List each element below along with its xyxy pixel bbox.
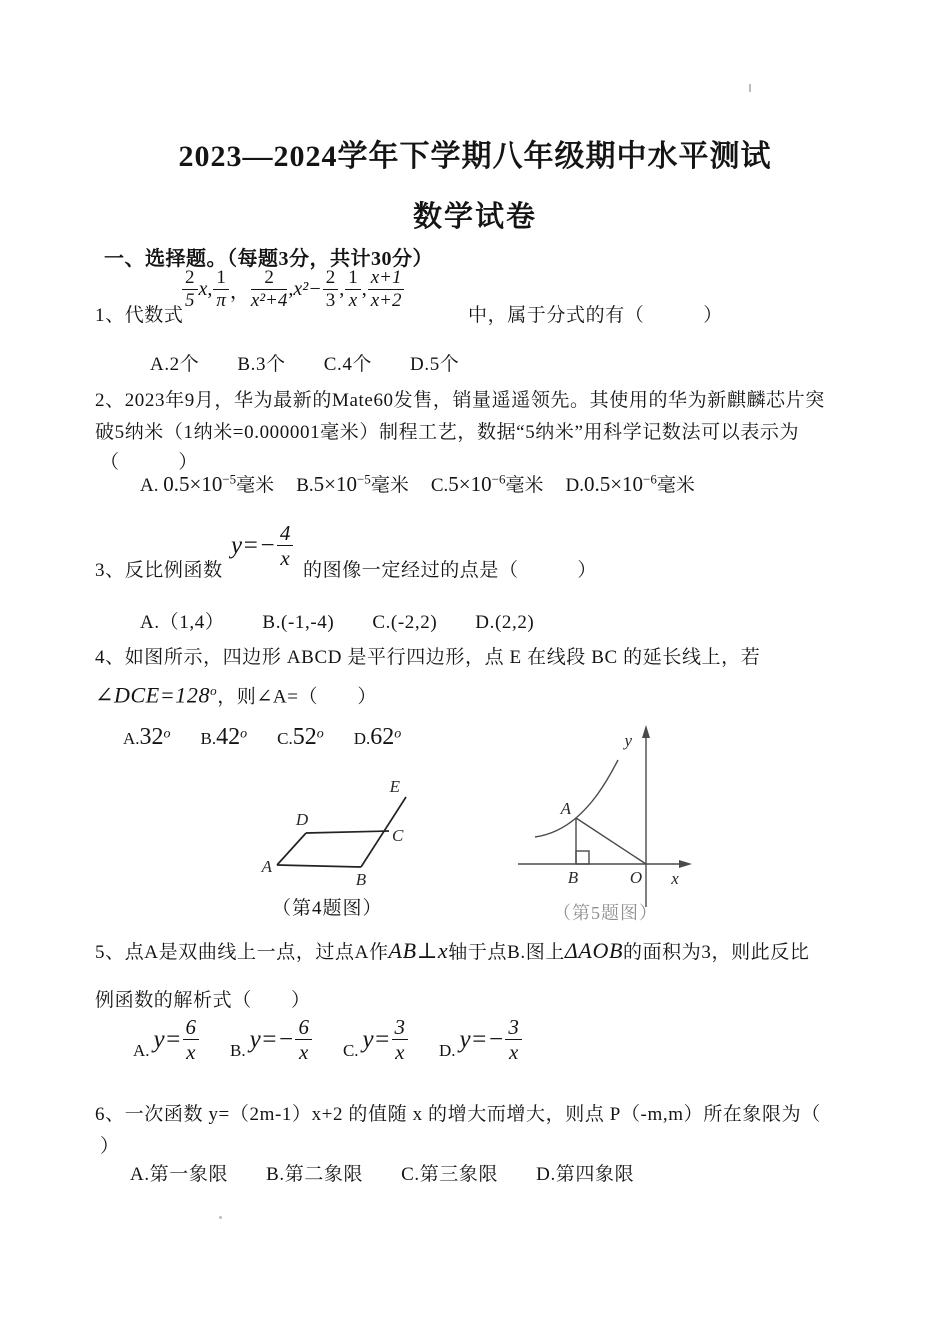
hyperbola-figure <box>505 695 710 910</box>
numerator: 2 <box>182 268 198 290</box>
exam-title: 2023—2024学年下学期八年级期中水平测试 <box>178 140 772 173</box>
q1-fraction-6 <box>368 268 405 311</box>
q2-option-b <box>296 470 409 497</box>
q3-formula <box>231 522 294 569</box>
degree-sup: o <box>240 726 248 742</box>
scan-artifact-bottom <box>219 1216 222 1219</box>
vertex-label-a: A <box>261 857 272 876</box>
q4-line1: 4、如图所示，四边形 ABCD 是平行四边形，点 E 在线段 BC 的延长线上，若 <box>95 647 761 668</box>
q6-line2: ） <box>100 1136 120 1157</box>
point-label-a: A <box>560 799 571 818</box>
numerator: 3 <box>392 1016 409 1040</box>
q1-fraction-2 <box>213 268 229 311</box>
q1-fraction-3 <box>251 268 287 311</box>
numerator: 1 <box>213 268 229 290</box>
q6-options <box>130 1160 672 1190</box>
q6-option-d: D.第四象限 <box>536 1164 635 1185</box>
numerator: 4 <box>277 522 294 546</box>
degree-sup: o <box>210 683 218 698</box>
q3-label: 3、反比例函数 <box>95 560 223 581</box>
numerator: 6 <box>295 1016 312 1040</box>
option-letter: B. <box>296 475 314 496</box>
option-letter: C. <box>342 1041 359 1061</box>
y-axis-arrow <box>642 725 650 738</box>
unit: 毫米 <box>656 475 695 496</box>
q5-line1 <box>95 936 810 968</box>
q4-options <box>123 724 431 751</box>
q3-option-a: A.（1,4） <box>140 612 225 633</box>
q5-option-d <box>439 1016 523 1063</box>
option-letter: B. <box>230 1041 246 1061</box>
q4-option-a <box>123 724 171 751</box>
q3-options <box>140 608 572 638</box>
x-axis-label: x <box>671 869 679 888</box>
q1-option-d: D.5个 <box>410 354 460 375</box>
option-value: 5×10 <box>313 472 357 496</box>
option-value: 0.5×10 <box>163 472 223 496</box>
vertex-label-e: E <box>389 777 400 796</box>
q1-option-c: C.4个 <box>323 354 373 375</box>
option-letter: D. <box>565 475 584 496</box>
q2-option-d <box>565 470 694 497</box>
q3-option-b: B.(-1,-4) <box>262 612 335 633</box>
degree-sup: o <box>316 726 324 742</box>
option-letter: B. <box>200 729 217 748</box>
q4-angle-equation: ∠DCE=128 <box>95 682 211 708</box>
separator: , <box>339 277 345 300</box>
section-heading: 一、选择题。（每题3分，共计30分） <box>104 248 433 270</box>
option-value: 32 <box>139 724 164 750</box>
q1-option-a: A.2个 <box>150 354 200 375</box>
option-letter: C. <box>277 729 293 748</box>
numerator: 3 <box>505 1016 522 1040</box>
figure4-caption: （第4题图） <box>272 898 383 919</box>
option-letter: C. <box>430 475 449 496</box>
unit: 毫米 <box>236 475 275 496</box>
denominator: x+2 <box>370 289 402 311</box>
separator: , <box>288 277 294 300</box>
unit: 毫米 <box>370 475 409 496</box>
denominator: x <box>508 1040 519 1065</box>
option-fraction <box>295 1016 312 1063</box>
option-fraction <box>392 1016 409 1063</box>
origin-label: O <box>629 868 643 887</box>
separator: , <box>207 277 213 300</box>
q1-fraction-4 <box>323 268 339 311</box>
exponent: −5 <box>356 471 371 487</box>
separator: ， <box>229 280 250 303</box>
denominator: x <box>348 289 358 311</box>
q6-option-b: B.第二象限 <box>266 1164 364 1185</box>
q3-fraction <box>277 522 294 569</box>
q4-line2-rest: ，则∠A=（ ） <box>217 686 377 708</box>
q2-line3: （ ） <box>100 452 199 473</box>
q1-suffix: 中，属于分式的有（ ） <box>468 305 723 326</box>
numerator: x+1 <box>368 268 405 290</box>
option-letter: D. <box>439 1041 456 1061</box>
q5-line1-pre: 5、点A是双曲线上一点，过点A作 <box>95 942 389 963</box>
q4-line2 <box>95 676 377 712</box>
q2-line1: 2、2023年9月，华为最新的Mate60发售，销量遥遥领先。其使用的华为新麒麟芯片突 <box>95 390 825 411</box>
q5-options <box>133 1016 553 1063</box>
q4-option-b <box>201 724 248 751</box>
option-lhs: y= <box>153 1025 182 1053</box>
parallelogram-lines <box>277 797 406 867</box>
q1-fraction-5 <box>345 268 361 311</box>
axes <box>518 735 683 907</box>
option-lhs: y=− <box>249 1025 295 1053</box>
y-axis-label: y <box>624 731 632 750</box>
q4-option-c <box>277 724 324 751</box>
option-lhs: y=− <box>459 1025 505 1053</box>
denominator: x <box>280 546 290 571</box>
option-letter: A. <box>140 475 159 496</box>
q4-option-d <box>354 724 402 751</box>
q5-math-aob: ΔAOB <box>564 938 623 963</box>
option-letter: A. <box>123 729 140 748</box>
numerator: 2 <box>251 268 287 290</box>
denominator: x <box>299 1040 309 1065</box>
q5-math-ab: AB⊥x <box>388 938 449 963</box>
option-value: 0.5×10 <box>583 472 644 496</box>
q1-term-x: x <box>198 277 208 300</box>
option-value: 5×10 <box>448 472 492 496</box>
triangle-lines <box>576 818 646 864</box>
q3-suffix: 的图像一定经过的点是（ ） <box>303 560 598 581</box>
q3-option-c: C.(-2,2) <box>372 612 438 633</box>
option-value: 42 <box>216 724 241 750</box>
parallelogram-figure <box>228 762 478 897</box>
q5-option-c <box>343 1016 409 1063</box>
denominator: x <box>186 1040 196 1065</box>
q6-option-a: A.第一象限 <box>130 1164 229 1185</box>
q2-options <box>140 470 717 497</box>
option-lhs: y= <box>362 1025 391 1053</box>
q5-line1-post: 的面积为3，则此反比 <box>622 942 810 963</box>
denominator: x <box>395 1040 405 1065</box>
denominator: π <box>216 289 226 311</box>
point-label-b: B <box>567 868 579 887</box>
vertex-label-c: C <box>392 826 404 845</box>
option-value: 62 <box>370 724 395 750</box>
q1-options <box>150 350 497 380</box>
option-fraction <box>183 1016 200 1063</box>
x-axis-arrow <box>679 860 692 868</box>
option-letter: A. <box>133 1041 150 1061</box>
option-fraction <box>505 1016 522 1063</box>
exponent: −6 <box>643 471 657 487</box>
exponent: −6 <box>491 471 506 487</box>
q3-option-d: D.(2,2) <box>475 612 535 633</box>
option-letter: D. <box>353 729 371 748</box>
q5-option-a <box>133 1016 200 1063</box>
vertex-label-d: D <box>295 810 309 829</box>
degree-sup: o <box>394 726 402 742</box>
q2-line2: 破5纳米（1纳米=0.000001毫米）制程工艺，数据“5纳米”用科学记数法可以表示为 <box>95 422 800 443</box>
exam-subtitle: 数学试卷 <box>412 201 537 233</box>
q1-term-x2: x²− <box>293 277 322 300</box>
q1-label: 1、代数式 <box>95 305 184 326</box>
option-value: 52 <box>292 724 317 750</box>
q5-option-b <box>230 1016 313 1063</box>
q1-option-b: B.3个 <box>237 354 286 375</box>
q6-line1: 6、一次函数 y=（2m-1）x+2 的值随 x 的增大而增大，则点 P（-m,m）所在象限为（ <box>95 1104 821 1125</box>
q2-option-a <box>140 470 274 497</box>
q2-option-c <box>431 470 544 497</box>
q3-formula-lhs: y=− <box>231 531 276 559</box>
unit: 毫米 <box>505 475 544 496</box>
figure5-caption: （第5题图） <box>553 903 658 923</box>
denominator: 3 <box>325 289 336 311</box>
q5-line2: 例函数的解析式（ ） <box>95 990 311 1011</box>
numerator: 6 <box>183 1016 200 1040</box>
numerator: 1 <box>345 268 361 290</box>
q1-fraction-1 <box>182 268 198 311</box>
q5-line1-mid: 轴于点B.图上 <box>448 942 565 963</box>
vertex-label-b: B <box>355 870 367 889</box>
separator: , <box>361 277 367 300</box>
exponent: −5 <box>222 471 237 487</box>
scan-artifact-top <box>749 84 751 92</box>
denominator: x²+4 <box>250 289 288 311</box>
q1-formula <box>181 268 405 311</box>
numerator: 2 <box>323 268 339 290</box>
denominator: 5 <box>185 289 195 311</box>
q6-option-c: C.第三象限 <box>401 1164 499 1185</box>
degree-sup: o <box>163 726 171 742</box>
